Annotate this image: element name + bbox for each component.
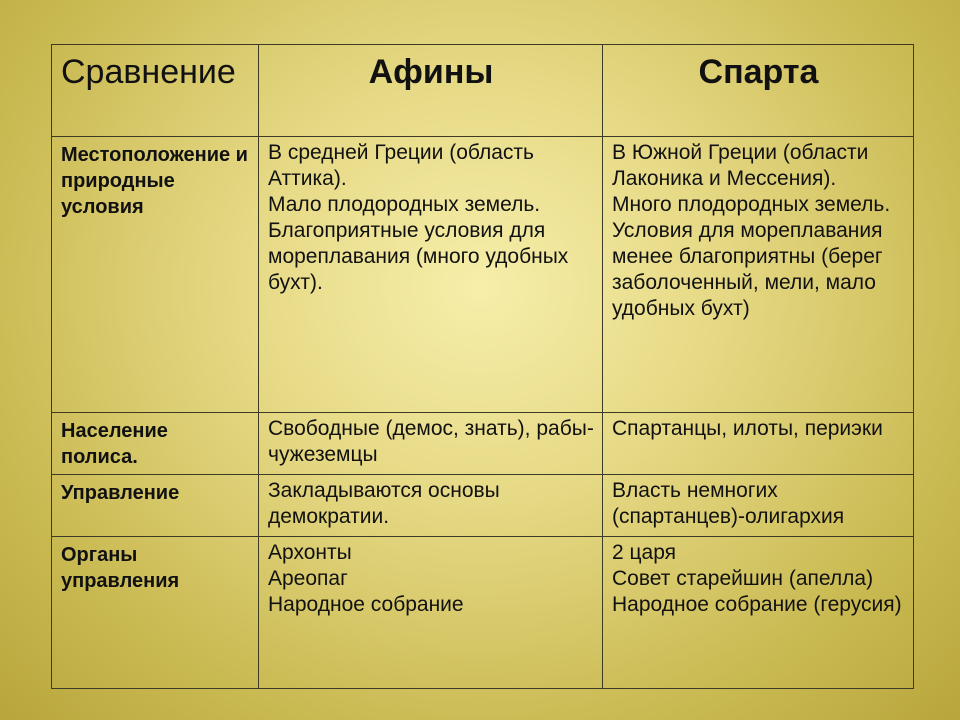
sparta-text: 2 царя Совет старейшин (апелла) Народное собрание (герусия) bbox=[612, 541, 902, 616]
athens-text: Закладываются основы демократии. bbox=[268, 479, 500, 528]
row-label: Органы управления bbox=[61, 544, 180, 592]
row-label: Управление bbox=[61, 482, 180, 504]
header-athens-text: Афины bbox=[368, 53, 494, 91]
sparta-cell bbox=[603, 475, 914, 537]
row-label-cell bbox=[52, 413, 259, 475]
athens-cell bbox=[259, 475, 603, 537]
header-comparison-text: Сравнение bbox=[61, 53, 236, 91]
athens-text: Архонты Ареопаг Народное собрание bbox=[268, 541, 464, 616]
row-label: Местоположение и природные условия bbox=[61, 144, 248, 218]
header-sparta bbox=[603, 45, 914, 137]
athens-cell bbox=[259, 137, 603, 413]
row-label: Население полиса. bbox=[61, 420, 168, 468]
row-label-cell bbox=[52, 537, 259, 689]
header-comparison bbox=[52, 45, 259, 137]
athens-text: В средней Греции (область Аттика). Мало плодородных земель. Благоприятные условия для мореплавания (много удобных бухт). bbox=[268, 141, 569, 294]
sparta-cell bbox=[603, 413, 914, 475]
table-row bbox=[52, 475, 914, 537]
row-label-cell bbox=[52, 475, 259, 537]
header-athens bbox=[259, 45, 603, 137]
table-row bbox=[52, 137, 914, 413]
sparta-text: Власть немногих (спартанцев)-олигархия bbox=[612, 479, 845, 528]
sparta-cell bbox=[603, 537, 914, 689]
table-row bbox=[52, 537, 914, 689]
sparta-text: В Южной Греции (области Лаконика и Мессения). Много плодородных земель. Условия для мореплавания менее благоприятны (берег заболоченный, мели, мало удобных бухт) bbox=[612, 141, 891, 320]
header-sparta-text: Спарта bbox=[698, 53, 819, 91]
table-row bbox=[52, 413, 914, 475]
comparison-table-wrapper bbox=[51, 44, 913, 686]
athens-cell bbox=[259, 413, 603, 475]
athens-text: Свободные (демос, знать), рабы-чужеземцы bbox=[268, 417, 594, 466]
sparta-cell bbox=[603, 137, 914, 413]
header-row bbox=[52, 45, 914, 137]
athens-cell bbox=[259, 537, 603, 689]
sparta-text: Спартанцы, илоты, периэки bbox=[612, 417, 883, 440]
comparison-table bbox=[51, 44, 914, 689]
row-label-cell bbox=[52, 137, 259, 413]
